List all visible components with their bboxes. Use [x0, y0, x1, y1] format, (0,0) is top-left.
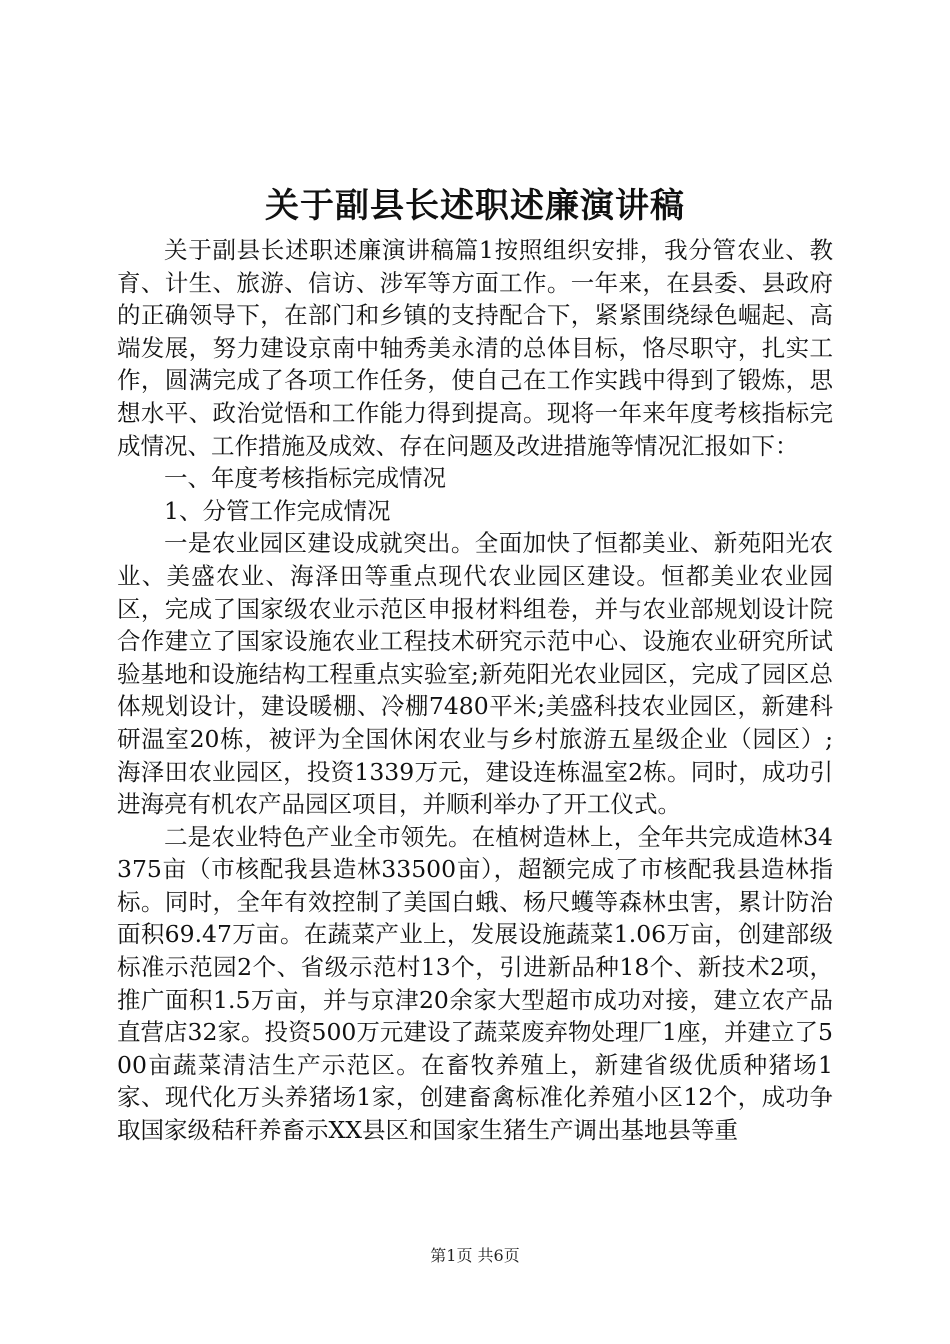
document-body — [117, 234, 833, 1147]
page-footer-number: 第1页 共6页 — [430, 1246, 520, 1265]
paragraph-specialty-industries: 二是农业特色产业全市领先。在植树造林上，全年共完成造林34375亩（市核配我县造林33500亩），超额完成了市核配我县造林指标。同时，全年有效控制了美国白蛾、杨尺蠖等森林虫害，累计防治面积69.47万亩。在蔬菜产业上，发展设施蔬菜1.06万亩，创建部级标准示范园2个、省级示范村13个，引进新品种18个、新技术2项，推广面积1.5万亩，并与京津20余家大型超市成功对接，建立农产品直营店32家。投资500万元建设了蔬菜废弃物处理厂1座，并建立了500亩蔬菜清洁生产示范区。在畜牧养殖上，新建省级优质种猪场1家、现代化万头养猪场1家，创建畜禽标准化养殖小区12个，成功争取国家级秸秆养畜示XX县区和国家生猪生产调出基地县等重 — [117, 822, 833, 1145]
paragraph-agricultural-parks: 一是农业园区建设成就突出。全面加快了恒都美业、新苑阳光农业、美盛农业、海泽田等重点现代农业园区建设。恒都美业农业园区，完成了国家级农业示范区申报材料组卷，并与农业部规划设计院合作建立了国家设施农业工程技术研究示范中心、设施农业研究所试验基地和设施结构工程重点实验室;新苑阳光农业园区，完成了园区总体规划设计，建设暖棚、冷棚7480平米;美盛科技农业园区，新建科研温室20栋，被评为全国休闲农业与乡村旅游五星级企业（园区）;海泽田农业园区，投资1339万元，建设连栋温室2栋。同时，成功引进海亮有机农产品园区项目，并顺利举办了开工仪式。 — [117, 529, 833, 819]
document-title: 关于副县长述职述廉演讲稿 — [265, 186, 685, 226]
section-heading-annual-indicators: 一、年度考核指标完成情况 — [164, 464, 446, 493]
paragraph-intro: 关于副县长述职述廉演讲稿篇1按照组织安排，我分管农业、教育、计生、旅游、信访、涉军等方面工作。一年来，在县委、县政府的正确领导下，在部门和乡镇的支持配合下，紧紧围绕绿色崛起、高端发展，努力建设京南中轴秀美永清的总体目标，恪尽职守，扎实工作，圆满完成了各项工作任务，使自己在工作实践中得到了锻炼，思想水平、政治觉悟和工作能力得到提高。现将一年来年度考核指标完成情况、工作措施及成效、存在问题及改进措施等情况汇报如下： — [117, 236, 833, 460]
subsection-heading-work-completion: 1、分管工作完成情况 — [164, 496, 391, 525]
